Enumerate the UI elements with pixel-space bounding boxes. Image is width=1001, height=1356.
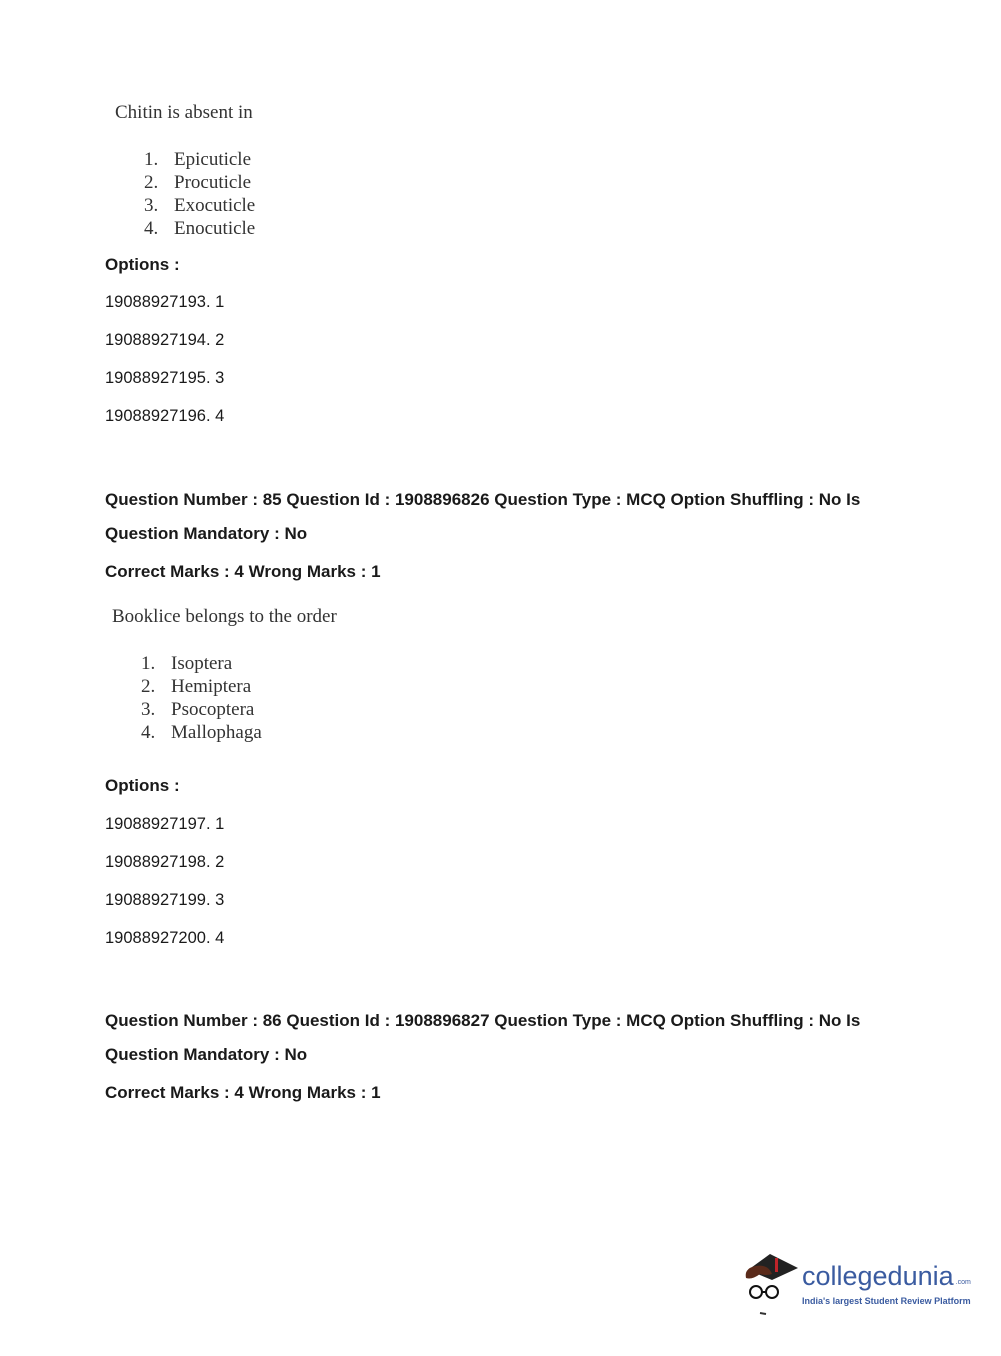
choice-label: Exocuticle: [174, 195, 256, 216]
logo-text-group: [802, 1260, 971, 1306]
question-text: Booklice belongs to the order: [112, 606, 337, 627]
choice-label: Psocoptera: [171, 699, 255, 720]
collegedunia-logo: [742, 1250, 992, 1320]
choice-label: Isoptera: [171, 653, 233, 674]
question-header: Question Number : 86 Question Id : 1908896827 Question Type : MCQ Option Shuffling : No Is: [105, 1011, 861, 1030]
logo-tagline: India's largest Student Review Platform: [802, 1296, 971, 1306]
choice-number: 3.: [144, 195, 159, 216]
option-item: 19088927196. 4: [105, 407, 225, 425]
choice-item: [141, 698, 262, 721]
choice-label: Hemiptera: [171, 676, 252, 697]
choice-item: [144, 171, 255, 194]
choice-label: Enocuticle: [174, 218, 256, 239]
choice-item: [141, 675, 262, 698]
question-mandatory: Question Mandatory : No: [105, 1045, 308, 1064]
options-label: Options :: [105, 255, 180, 274]
choice-number: 2.: [141, 676, 156, 697]
option-item: 19088927197. 1: [105, 815, 225, 833]
logo-name: collegedunia: [802, 1261, 954, 1291]
question-marks: Correct Marks : 4 Wrong Marks : 1: [105, 1083, 381, 1102]
choice-item: [144, 194, 255, 217]
choice-number: 4.: [141, 722, 156, 743]
option-item: 19088927200. 4: [105, 929, 225, 947]
choice-number: 1.: [141, 653, 156, 674]
choice-list: [144, 148, 255, 240]
choice-number: 3.: [141, 699, 156, 720]
choice-number: 1.: [144, 149, 159, 170]
option-item: 19088927198. 2: [105, 853, 225, 871]
choice-item: [144, 148, 255, 171]
question-marks: Correct Marks : 4 Wrong Marks : 1: [105, 562, 381, 581]
logo-name-row: [802, 1260, 971, 1292]
option-item: 19088927194. 2: [105, 331, 225, 349]
choice-number: 4.: [144, 218, 159, 239]
choice-number: 2.: [144, 172, 159, 193]
choice-item: [141, 652, 262, 675]
choice-item: [141, 721, 262, 744]
choice-label: Procuticle: [174, 172, 252, 193]
question-text: Chitin is absent in: [115, 102, 253, 123]
option-item: 19088927193. 1: [105, 293, 225, 311]
choice-label: Mallophaga: [171, 722, 262, 743]
question-mandatory: Question Mandatory : No: [105, 524, 308, 543]
option-item: 19088927195. 3: [105, 369, 225, 387]
options-label: Options :: [105, 776, 180, 795]
choice-item: [144, 217, 255, 240]
logo-suffix: .com: [955, 1279, 971, 1286]
choice-label: Epicuticle: [174, 149, 252, 170]
option-item: 19088927199. 3: [105, 891, 225, 909]
question-header: Question Number : 85 Question Id : 1908896826 Question Type : MCQ Option Shuffling : No Is: [105, 490, 861, 509]
choice-list: [141, 652, 262, 744]
mascot-icon: [742, 1250, 802, 1316]
